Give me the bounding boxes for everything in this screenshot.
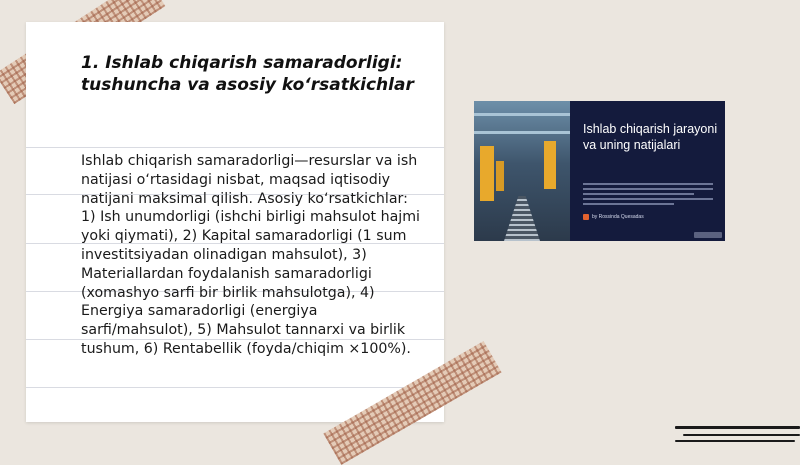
robot-arm [480, 146, 494, 201]
preview-title: Ishlab chiqarish jarayoni va uning natijalari [583, 122, 718, 152]
ceiling-beam [474, 113, 570, 116]
note-card [26, 22, 444, 422]
slide-body-text: Ishlab chiqarish samaradorligi—resurslar va ish natijasi o‘rtasidagi nisbat, maqsad iqtisodiy natijani maksimal qilish. Asosiy ko‘rsatkichlar: 1) Ish unumdorligi (ishchi birligi mahsulot hajmi yoki qiymati), 2) Kapital samaradorligi (1 sum investitsiyadan olinadigan mahsulot), 3) Materiallardan foydalanish samaradorligi (xomashyo sarfi bir birlik mahsulotga), 4) Energiya samaradorligi (energiya sarfi/mahsulot), 5) Mahsulot tannarxi va birlik tushum, 6) Rentabellik (foyda/chiqim ×100%). [81, 153, 421, 357]
robot-arm [496, 161, 504, 191]
preview-author [583, 214, 644, 220]
ceiling-beam [474, 131, 570, 134]
preview-author-label: by Rossinda Quesadas [592, 214, 644, 220]
ruled-line [26, 387, 444, 388]
slide-title: 1. Ishlab chiqarish samaradorligi: tushuncha va asosiy ko‘rsatkichlar [81, 53, 414, 95]
factory-conveyor-photo [474, 101, 570, 241]
robot-arm [544, 141, 556, 189]
ruled-line [26, 147, 444, 148]
preview-summary-lines [583, 183, 713, 208]
preview-badge [694, 232, 722, 238]
conveyor-belt [504, 196, 540, 241]
presentation-logo-icon [583, 214, 589, 220]
document-preview-card[interactable] [474, 101, 725, 241]
